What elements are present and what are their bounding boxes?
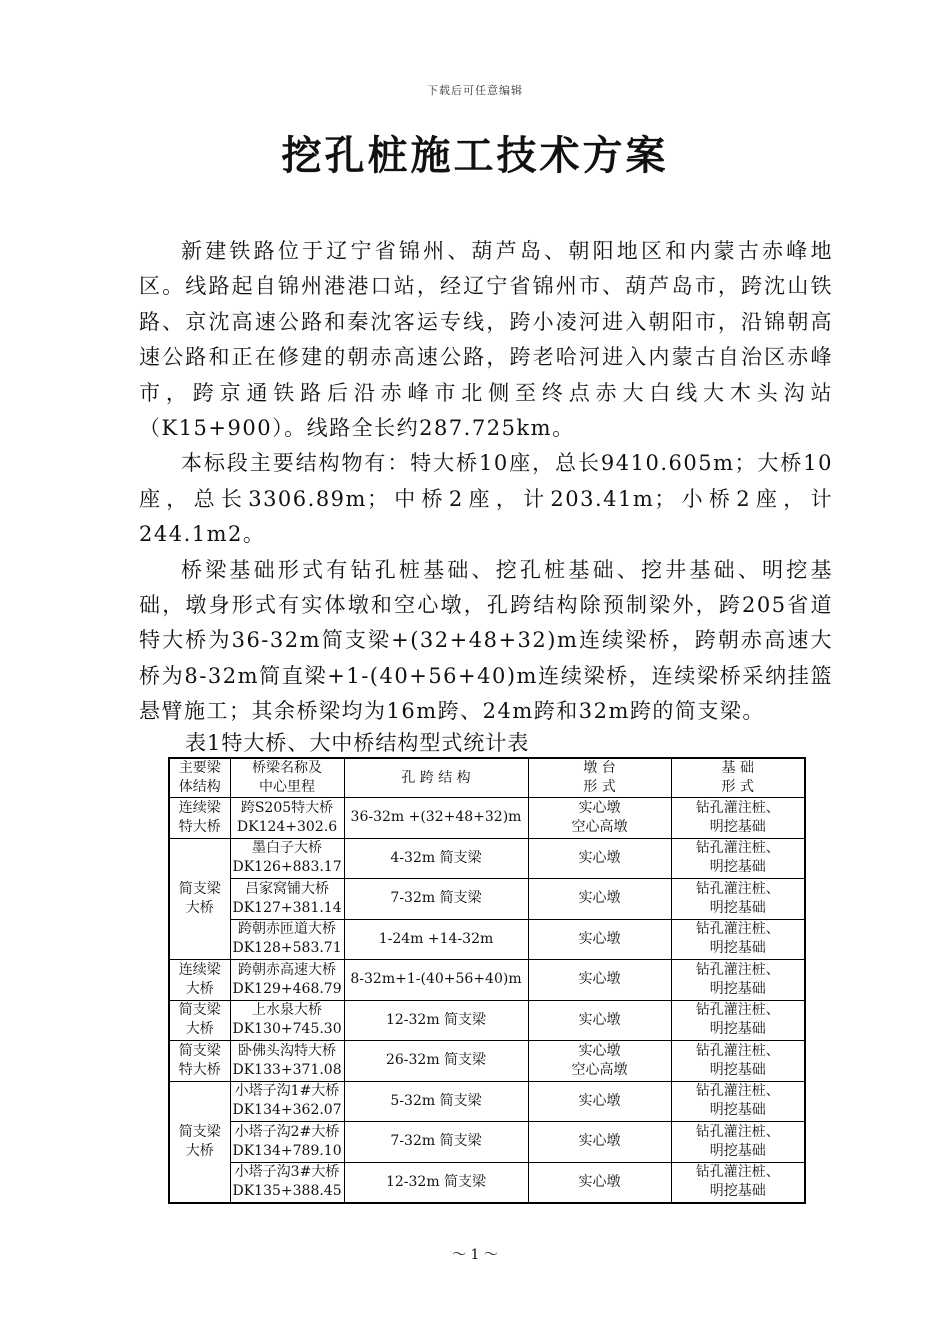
- cell-foundation: 钻孔灌注桩、 明挖基础: [671, 1000, 805, 1041]
- cell-bridge-name: 小塔子沟2#大桥 DK134+789.10: [230, 1122, 344, 1163]
- cell-bridge-name: 跨朝赤高速大桥 DK129+468.79: [230, 960, 344, 1001]
- paragraph-structures: 本标段主要结构物有：特大桥10座，总长9410.605m；大桥10座，总长3306.89m；中桥2座，计203.41m；小桥2座，计244.1m2。: [139, 451, 833, 547]
- page-number: ～ 1 ～: [452, 1247, 498, 1263]
- table-header-row: [169, 758, 805, 798]
- cell-span: 1-24m +14-32m: [344, 919, 528, 960]
- table-row: [169, 879, 805, 920]
- cell-foundation: 钻孔灌注桩、 明挖基础: [671, 838, 805, 879]
- cell-structure-type: 简支梁 大桥: [169, 1081, 230, 1203]
- cell-span: 12-32m 简支梁: [344, 1000, 528, 1041]
- cell-bridge-name: 上水泉大桥 DK130+745.30: [230, 1000, 344, 1041]
- table-row: [169, 838, 805, 879]
- cell-pier: 实心墩: [528, 1000, 671, 1041]
- cell-span: 8-32m+1-(40+56+40)m: [344, 960, 528, 1001]
- cell-pier: 实心墩: [528, 960, 671, 1001]
- cell-bridge-name: 小塔子沟3#大桥 DK135+388.45: [230, 1162, 344, 1203]
- cell-span: 26-32m 简支梁: [344, 1041, 528, 1082]
- body-text: [139, 234, 833, 730]
- table-row: [169, 1122, 805, 1163]
- cell-pier: 实心墩: [528, 1162, 671, 1203]
- cell-pier: 实心墩: [528, 838, 671, 879]
- cell-foundation: 钻孔灌注桩、 明挖基础: [671, 1041, 805, 1082]
- cell-bridge-name: 吕家窝铺大桥 DK127+381.14: [230, 879, 344, 920]
- cell-pier: 实心墩: [528, 1081, 671, 1122]
- cell-bridge-name: 小塔子沟1#大桥 DK134+362.07: [230, 1081, 344, 1122]
- cell-span: 5-32m 简支梁: [344, 1081, 528, 1122]
- cell-structure-type: 连续梁 特大桥: [169, 798, 230, 839]
- table-row: [169, 798, 805, 839]
- cell-foundation: 钻孔灌注桩、 明挖基础: [671, 879, 805, 920]
- header-bridge-name: 桥梁名称及 中心里程: [230, 758, 344, 798]
- cell-foundation: 钻孔灌注桩、 明挖基础: [671, 1162, 805, 1203]
- paragraph-foundations: 桥梁基础形式有钻孔桩基础、挖孔桩基础、挖井基础、明挖基础，墩身形式有实体墩和空心墩，孔跨结构除预制梁外，跨205省道特大桥为36-32m简支梁+(32+48+32)m连续梁桥，跨朝赤高速大桥为8-32m简直梁+1-(40+56+40)m连续梁桥，连续梁桥采纳挂篮悬臂施工；其余桥梁均为16m跨、24m跨和32m跨的简支梁。: [139, 557, 833, 724]
- document-title: 挖孔桩施工技术方案: [281, 132, 669, 179]
- header-foundation-form: 基 础 形 式: [671, 758, 805, 798]
- header-span-structure: 孔 跨 结 构: [344, 758, 528, 798]
- cell-pier: 实心墩: [528, 1122, 671, 1163]
- cell-pier: 实心墩: [528, 919, 671, 960]
- header-note: 下载后可任意编辑: [427, 84, 523, 97]
- table-row: [169, 1000, 805, 1041]
- cell-structure-type: 连续梁 大桥: [169, 960, 230, 1001]
- table-row: [169, 919, 805, 960]
- cell-pier: 实心墩 空心高墩: [528, 798, 671, 839]
- cell-foundation: 钻孔灌注桩、 明挖基础: [671, 798, 805, 839]
- paragraph-route: 新建铁路位于辽宁省锦州、葫芦岛、朝阳地区和内蒙古赤峰地区。线路起自锦州港港口站，经辽宁省锦州市、葫芦岛市，跨沈山铁路、京沈高速公路和秦沈客运专线，跨小凌河进入朝阳市，沿锦朝高速公路和正在修建的朝赤高速公路，跨老哈河进入内蒙古自治区赤峰市，跨京通铁路后沿赤峰市北侧至终点赤大白线大木头沟站（K15+900）。线路全长约287.725km。: [139, 239, 833, 441]
- cell-foundation: 钻孔灌注桩、 明挖基础: [671, 960, 805, 1001]
- cell-structure-type: 简支梁 大桥: [169, 838, 230, 960]
- cell-pier: 实心墩: [528, 879, 671, 920]
- cell-foundation: 钻孔灌注桩、 明挖基础: [671, 1081, 805, 1122]
- cell-bridge-name: 跨S205特大桥 DK124+302.6: [230, 798, 344, 839]
- cell-span: 7-32m 简支梁: [344, 879, 528, 920]
- cell-bridge-name: 跨朝赤匝道大桥 DK128+583.71: [230, 919, 344, 960]
- cell-pier: 实心墩 空心高墩: [528, 1041, 671, 1082]
- cell-structure-type: 简支梁 大桥: [169, 1000, 230, 1041]
- cell-bridge-name: 墨白子大桥 DK126+883.17: [230, 838, 344, 879]
- table-row: [169, 1041, 805, 1082]
- cell-bridge-name: 卧佛头沟特大桥 DK133+371.08: [230, 1041, 344, 1082]
- cell-span: 4-32m 简支梁: [344, 838, 528, 879]
- bridge-structure-table: [168, 757, 806, 1204]
- cell-structure-type: 简支梁 特大桥: [169, 1041, 230, 1082]
- table-row: [169, 1081, 805, 1122]
- cell-foundation: 钻孔灌注桩、 明挖基础: [671, 919, 805, 960]
- header-structure-type: 主要梁 体结构: [169, 758, 230, 798]
- cell-foundation: 钻孔灌注桩、 明挖基础: [671, 1122, 805, 1163]
- cell-span: 7-32m 简支梁: [344, 1122, 528, 1163]
- cell-span: 36-32m +(32+48+32)m: [344, 798, 528, 839]
- table-row: [169, 960, 805, 1001]
- header-pier-form: 墩 台 形 式: [528, 758, 671, 798]
- table-row: [169, 1162, 805, 1203]
- cell-span: 12-32m 简支梁: [344, 1162, 528, 1203]
- table-caption: 表1特大桥、大中桥结构型式统计表: [185, 731, 530, 755]
